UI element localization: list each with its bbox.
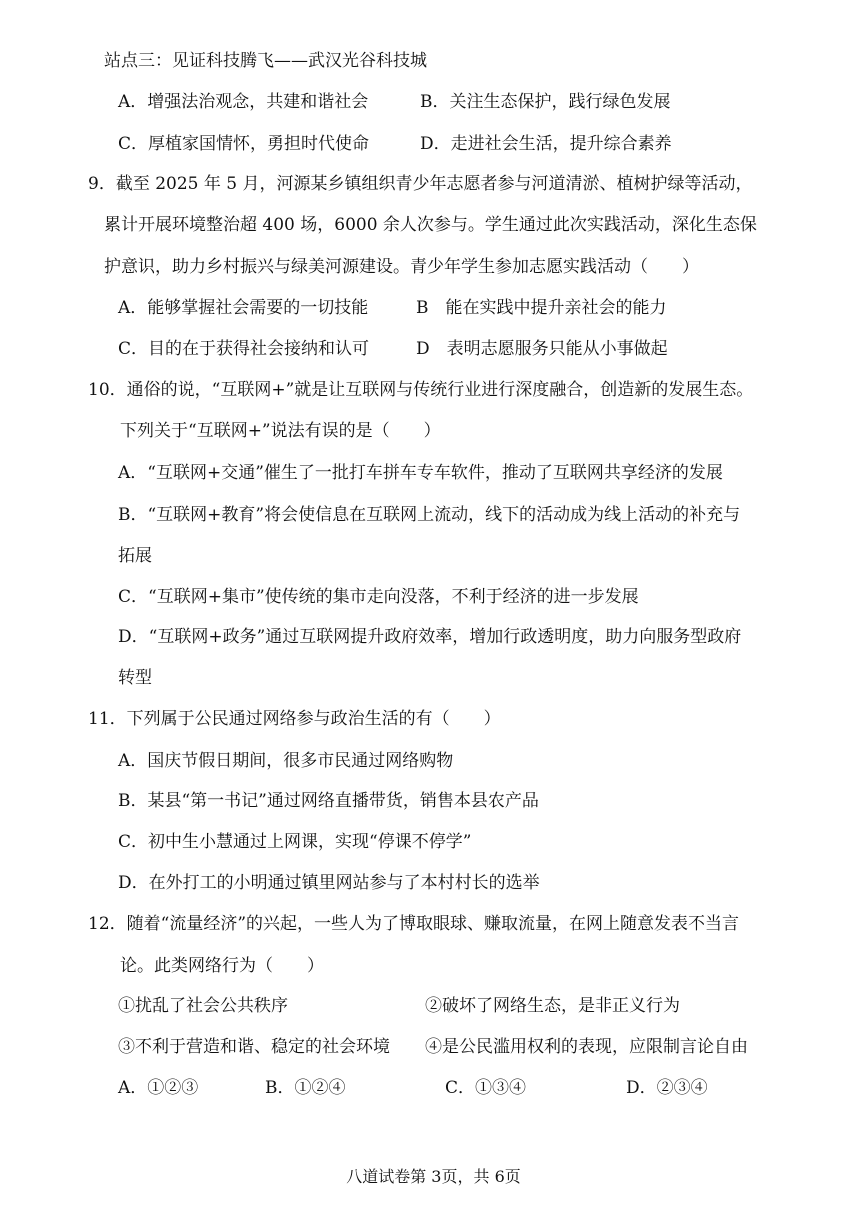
q12-statement-1: ①扰乱了社会公共秩序 [118, 996, 288, 1016]
q9-option-a: A．能够掌握社会需要的一切技能 [118, 298, 369, 318]
q12-statement-3: ③不利于营造和谐、稳定的社会环境 [118, 1037, 390, 1057]
q12-statement-4: ④是公民滥用权利的表现，应限制言论自由 [425, 1037, 748, 1057]
q12-option-d: D．②③④ [626, 1078, 708, 1098]
q9-stem-line2: 累计开展环境整治超 400 场，6000 余人次参与。学生通过此次实践活动，深化生态保 [104, 215, 757, 235]
q10-option-c: C．“互联网+集市”使传统的集市走向没落，不利于经济的进一步发展 [118, 587, 639, 607]
q10-option-b-line1: B．“互联网+教育”将会使信息在互联网上流动，线下的活动成为线上活动的补充与 [118, 505, 741, 525]
station3-title: 站点三：见证科技腾飞——武汉光谷科技城 [104, 51, 427, 71]
q12-stem-line2: 论。此类网络行为（ ） [120, 956, 324, 976]
q12-statement-2: ②破坏了网络生态，是非正义行为 [425, 996, 680, 1016]
q9-option-c: C．目的在于获得社会接纳和认可 [118, 339, 370, 359]
station3-option-d: D．走进社会生活，提升综合素养 [420, 134, 672, 154]
q12-stem-line1: 12．随着“流量经济”的兴起，一些人为了博取眼球、赚取流量，在网上随意发表不当言 [88, 914, 740, 934]
station3-option-a: A．增强法治观念，共建和谐社会 [118, 92, 369, 112]
q11-stem: 11．下列属于公民通过网络参与政治生活的有（ ） [88, 709, 501, 729]
q10-option-a: A．“互联网+交通”催生了一批打车拼车专车软件，推动了互联网共享经济的发展 [118, 463, 723, 483]
q12-option-a: A．①②③ [118, 1078, 199, 1098]
q10-stem-line2: 下列关于“互联网+”说法有误的是（ ） [120, 421, 441, 441]
q9-option-d: D 表明志愿服务只能从小事做起 [416, 339, 668, 359]
q11-option-d: D．在外打工的小明通过镇里网站参与了本村村长的选举 [118, 873, 540, 893]
q11-option-b: B．某县“第一书记”通过网络直播带货，销售本县农产品 [118, 791, 539, 811]
station3-option-b: B．关注生态保护，践行绿色发展 [420, 92, 671, 112]
q9-stem-line3: 护意识，助力乡村振兴与绿美河源建设。青少年学生参加志愿实践活动（ ） [104, 257, 699, 277]
q10-option-d-line2: 转型 [118, 668, 152, 688]
station3-option-c: C．厚植家国情怀，勇担时代使命 [118, 134, 370, 154]
q12-option-b: B．①②④ [265, 1078, 346, 1098]
q10-stem-line1: 10．通俗的说，“互联网+”就是让互联网与传统行业进行深度融合，创造新的发展生态。 [88, 380, 754, 400]
q12-option-c: C．①③④ [445, 1078, 527, 1098]
q10-option-d-line1: D．“互联网+政务”通过互联网提升政府效率，增加行政透明度，助力向服务型政府 [118, 627, 742, 647]
q9-stem-line1: 9．截至 2025 年 5 月，河源某乡镇组织青少年志愿者参与河道清淤、植树护绿等活动， [88, 174, 753, 194]
q11-option-c: C．初中生小慧通过上网课，实现“停课不停学” [118, 832, 472, 852]
page-footer: 八道试卷第 3页，共 6页 [346, 1167, 521, 1186]
q10-option-b-line2: 拓展 [118, 546, 152, 566]
q11-option-a: A．国庆节假日期间，很多市民通过网络购物 [118, 751, 454, 771]
q9-option-b: B 能在实践中提升亲社会的能力 [416, 298, 667, 318]
